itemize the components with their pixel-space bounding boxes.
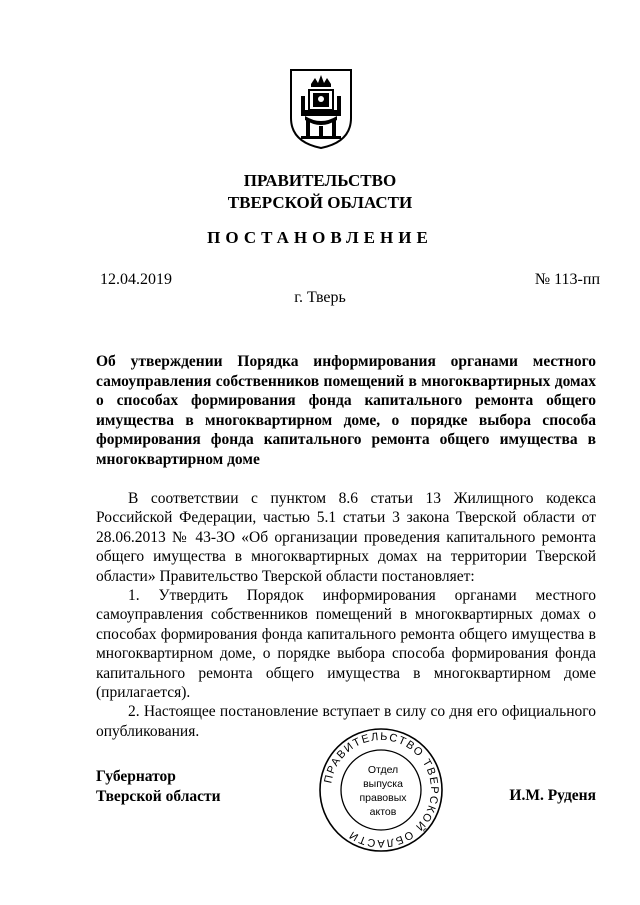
document-date: 12.04.2019	[100, 271, 172, 288]
signatory-position-line1: Губернатор	[96, 768, 176, 785]
tver-coat-of-arms-emblem	[289, 68, 353, 150]
stamp-line3: правовых	[359, 792, 407, 804]
stamp-line2: выпуска	[363, 778, 403, 790]
body-paragraph-preamble: В соответствии с пунктом 8.6 статьи 13 Жилищного кодекса Российской Федерации, частью 5.1 статьи 3 закона Тверской области от 28.06.2013 № 43-ЗО «Об организации проведения капитального ремонта общего имущества в многоквартирных домах на территории Тверской области» Правительство Тверской области постановляет:	[96, 490, 596, 585]
stamp-line1: Отдел	[367, 764, 399, 776]
document-number: № 113-пп	[534, 271, 600, 288]
signatory-position-line2: Тверской области	[96, 788, 221, 805]
organization-name-line2: ТВЕРСКОЙ ОБЛАСТИ	[227, 193, 413, 212]
document-body	[96, 489, 596, 741]
stamp-line4: актов	[369, 806, 397, 818]
document-type: ПОСТАНОВЛЕНИЕ	[207, 228, 433, 247]
body-paragraph-item-1: 1. Утвердить Порядок информирования органами местного самоуправления собственников помещений в многоквартирных домах о способах формирования фонда капитального ремонта общего имущества в многоквартирном доме, о порядке выбора способа формирования фонда капитального ремонта общего имущества в многоквартирном доме (прилагается).	[96, 587, 596, 702]
signatory-name: И.М. Руденя	[509, 787, 596, 804]
body-paragraph-item-2: 2. Настоящее постановление вступает в силу со дня его официального опубликования.	[96, 703, 596, 740]
stamp-ring-text: ПРАВИТЕЛЬСТВО ТВЕРСКОЙ ОБЛАСТИ	[322, 730, 441, 850]
document-city: г. Тверь	[294, 289, 346, 306]
organization-name-line1: ПРАВИТЕЛЬСТВО	[243, 171, 397, 190]
signatory-position	[96, 767, 221, 807]
stamp-center-text	[355, 763, 411, 819]
document-title: Об утверждении Порядка информирования органами местного самоуправления собственников помещений в многоквартирных домах о способах формирования фонда капитального ремонта общего имущества в многоквартирном доме, о порядке выбора способа формирования фонда капитального ремонта общего имущества в многоквартирном доме	[96, 353, 596, 468]
